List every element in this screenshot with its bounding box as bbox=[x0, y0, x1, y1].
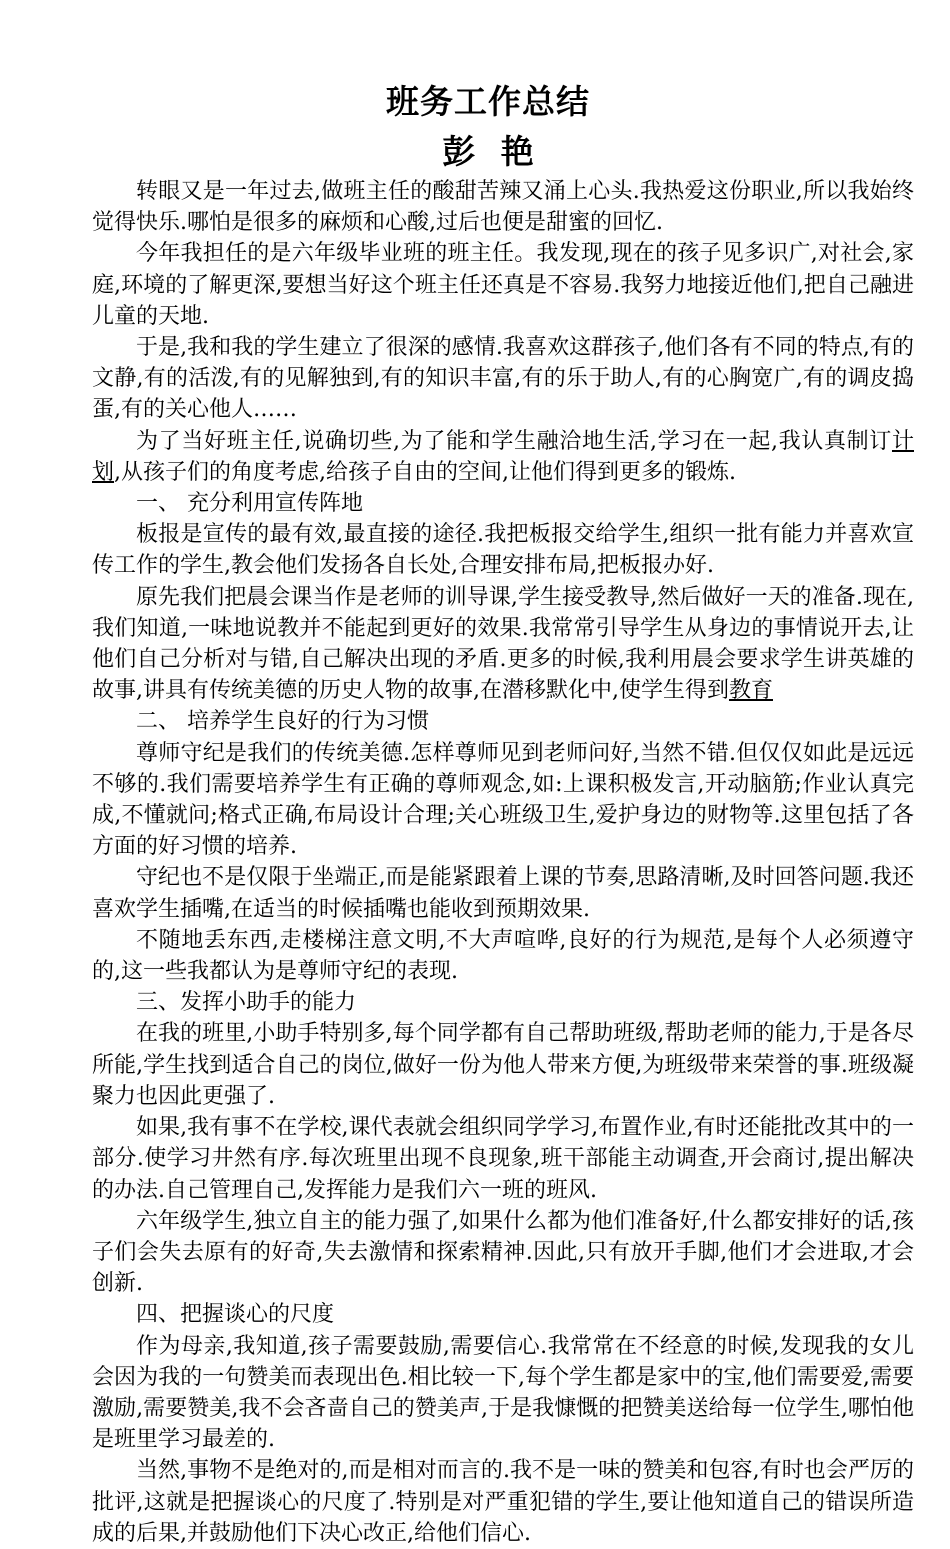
body-paragraph: 当然,事物不是绝对的,而是相对而言的.我不是一味的赞美和包容,有时也会严厉的批评,这就是把握谈心的尺度了.特别是对严重犯错的学生,要让他知道自己的错误所造成的后果,并鼓励他们下决心改正,给他们信心. bbox=[92, 1458, 914, 1546]
document-author: 彭 艳 bbox=[442, 132, 534, 171]
body-paragraph: 六年级学生,独立自主的能力强了,如果什么都为他们准备好,什么都安排好的话,孩子们会失去原有的好奇,失去激情和探索精神.因此,只有放开手脚,他们才会进取,才会创新. bbox=[92, 1208, 914, 1297]
section-heading: 四、把握谈心的尺度 bbox=[136, 1302, 335, 1328]
body-paragraph: 尊师守纪是我们的传统美德.怎样尊师见到老师问好,当然不错.但仅仅如此是远远不够的.我们需要培养学生有正确的尊师观念,如:上课积极发言,开动脑筋;作业认真完成,不懂就问;格式正确,布局设计合理;关心班级卫生,爱护身边的财物等.这里包括了各方面的好习惯的培养. bbox=[92, 740, 914, 860]
body-paragraph: 今年我担任的是六年级毕业班的班主任。我发现,现在的孩子见多识广,对社会,家庭,环境的了解更深,要想当好这个班主任还真是不容易.我努力地接近他们,把自己融进儿童的天地. bbox=[92, 241, 914, 329]
document-body bbox=[92, 176, 914, 1549]
body-paragraph: 转眼又是一年过去,做班主任的酸甜苦辣又涌上心头.我热爱这份职业,所以我始终觉得快乐.哪怕是很多的麻烦和心酸,过后也便是甜蜜的回忆. bbox=[92, 179, 914, 236]
body-paragraph: 如果,我有事不在学校,课代表就会组织同学学习,布置作业,有时还能批改其中的一部分.使学习井然有序.每次班里出现不良现象,班干部能主动调查,开会商讨,提出解决的办法.自己管理自己,发挥能力是我们六一班的班风. bbox=[92, 1115, 914, 1203]
body-paragraph bbox=[92, 426, 914, 488]
body-paragraph: 不随地丢东西,走楼梯注意文明,不大声喧哗,良好的行为规范,是每个人必须遵守的,这一些我都认为是尊师守纪的表现. bbox=[92, 927, 914, 985]
paragraph-text: ,从孩子们的角度考虑,给孩子自由的空间,让他们得到更多的锻炼. bbox=[114, 459, 736, 485]
inline-link[interactable]: 计划 bbox=[92, 428, 914, 485]
body-paragraph: 守纪也不是仅限于坐端正,而是能紧跟着上课的节奏,思路清晰,及时回答问题.我还喜欢学生插嘴,在适当的时候插嘴也能收到预期效果. bbox=[92, 865, 914, 922]
paragraph-text: 原先我们把晨会课当作是老师的训导课,学生接受教导,然后做好一天的准备.现在,我们知道,一味地说教并不能起到更好的效果.我常常引导学生从身边的事情说开去,让他们自己分析对与错,自己解决出现的矛盾.更多的时候,我利用晨会要求学生讲英雄的故事,讲具有传统美德的历史人物的故事,在潜移默化中,使学生得到 bbox=[92, 584, 914, 704]
body-paragraph: 板报是宣传的最有效,最直接的途径.我把板报交给学生,组织一批有能力并喜欢宣传工作的学生,教会他们发扬各自长处,合理安排布局,把板报办好. bbox=[92, 522, 914, 579]
section-heading: 三、发挥小助手的能力 bbox=[136, 990, 357, 1016]
document-page bbox=[92, 78, 914, 1549]
inline-link[interactable]: 教育 bbox=[728, 678, 773, 704]
paragraph-text: 为了当好班主任,说确切些,为了能和学生融洽地生活,学习在一起,我认真制订 bbox=[136, 428, 892, 454]
document-title: 班务工作总结 bbox=[386, 82, 590, 121]
section-heading: 一、 充分利用宣传阵地 bbox=[136, 491, 363, 517]
body-paragraph bbox=[92, 582, 914, 707]
body-paragraph: 于是,我和我的学生建立了很深的感情.我喜欢这群孩子,他们各有不同的特点,有的文静,有的活泼,有的见解独到,有的知识丰富,有的乐于助人,有的心胸宽广,有的调皮捣蛋,有的关心他人…… bbox=[92, 335, 914, 423]
body-paragraph: 在我的班里,小助手特别多,每个同学都有自己帮助班级,帮助老师的能力,于是各尽所能,学生找到适合自己的岗位,做好一份为他人带来方便,为班级带来荣誉的事.班级凝聚力也因此更强了. bbox=[92, 1021, 914, 1109]
section-heading: 二、 培养学生良好的行为习惯 bbox=[136, 709, 429, 735]
body-paragraph: 作为母亲,我知道,孩子需要鼓励,需要信心.我常常在不经意的时候,发现我的女儿会因为我的一句赞美而表现出色.相比较一下,每个学生都是家中的宝,他们需要爱,需要激励,需要赞美,我不会吝啬自己的赞美声,于是我慷慨的把赞美送给每一位学生,哪怕他是班里学习最差的. bbox=[92, 1333, 914, 1453]
